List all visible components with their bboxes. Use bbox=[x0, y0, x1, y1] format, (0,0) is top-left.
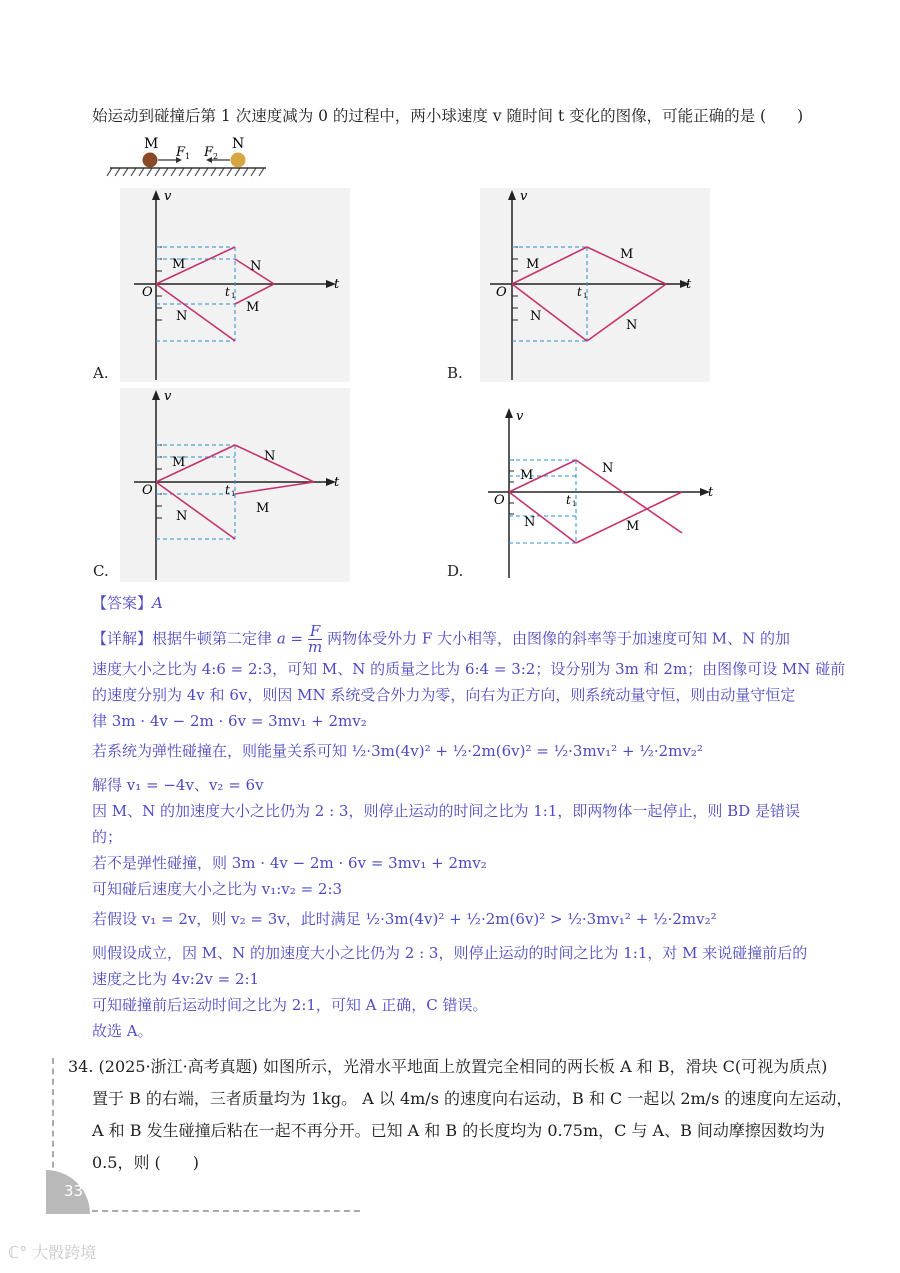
option-b-label: B. bbox=[447, 364, 463, 382]
q34-line-4: 0.5，则 ( ) bbox=[92, 1153, 200, 1172]
label-f2: F bbox=[204, 145, 214, 160]
svg-text:1: 1 bbox=[572, 500, 577, 508]
option-a-label: A. bbox=[93, 364, 109, 382]
graph-a bbox=[120, 188, 350, 382]
answer-value: A bbox=[152, 594, 163, 612]
svg-text:M: M bbox=[246, 300, 260, 315]
svg-text:M: M bbox=[172, 455, 186, 470]
svg-text:O: O bbox=[494, 493, 505, 508]
svg-text:N: N bbox=[626, 318, 638, 333]
svg-text:v: v bbox=[516, 409, 524, 424]
svg-text:M: M bbox=[620, 247, 634, 262]
svg-text:N: N bbox=[602, 461, 614, 476]
explanation-line-8: 的； bbox=[92, 828, 123, 846]
explanation-line-7: 因 M、N 的加速度大小之比仍为 2 : 3，则停止运动的时间之比为 1:1，即两物体一起停止，则 BD 是错误 bbox=[92, 802, 800, 820]
q34-line-2: 置于 B 的右端，三者质量均为 1kg。 A 以 4m/s 的速度向右运动，B 和 C 一起以 2m/s 的速度向左运动， bbox=[92, 1089, 853, 1108]
svg-text:O: O bbox=[142, 285, 153, 300]
svg-text:t: t bbox=[577, 285, 582, 299]
ball-n bbox=[231, 153, 246, 168]
explanation-line-6: 解得 v₁ = −4v、v₂ = 6v bbox=[92, 776, 264, 794]
svg-text:N: N bbox=[530, 309, 542, 324]
answer-line bbox=[92, 592, 163, 613]
explanation-line-4: 律 3m · 4v − 2m · 6v = 3mv₁ + 2mv₂ bbox=[92, 712, 367, 730]
page-dashed-border-vertical bbox=[52, 1058, 54, 1178]
answer-label: 【答案】 bbox=[92, 594, 153, 612]
svg-text:t: t bbox=[708, 485, 714, 500]
explanation-line-15: 故选 A。 bbox=[92, 1022, 153, 1040]
svg-text:v: v bbox=[164, 389, 172, 404]
label-m: M bbox=[144, 136, 159, 152]
label-f1-sub: 1 bbox=[185, 152, 191, 161]
explanation-line-13: 速度之比为 4v:2v = 2:1 bbox=[92, 970, 260, 988]
svg-text:t: t bbox=[225, 285, 230, 299]
explanation-line-10: 可知碰后速度大小之比为 v₁:v₂ = 2:3 bbox=[92, 880, 343, 898]
explanation-line-14: 可知碰撞前后运动时间之比为 2:1，可知 A 正确，C 错误。 bbox=[92, 996, 488, 1014]
explanation-line-1: 【详解】根据牛顿第二定律 a = $\frac{F}{m}$ 两物体受外力 F 大小相等，由图像的斜率等于加速度可知 M、N 的加 bbox=[92, 622, 791, 656]
svg-text:N: N bbox=[176, 309, 188, 324]
label-f1: F bbox=[176, 145, 186, 160]
watermark: ℂ° 大骰跨境 bbox=[8, 1243, 97, 1262]
svg-text:M: M bbox=[256, 501, 270, 516]
svg-text:N: N bbox=[264, 449, 276, 464]
svg-text:M: M bbox=[520, 468, 534, 483]
label-f2-sub: 2 bbox=[213, 152, 219, 161]
svg-text:M: M bbox=[526, 257, 540, 272]
svg-text:1: 1 bbox=[583, 292, 588, 300]
page-dashed-border-horizontal bbox=[92, 1210, 360, 1212]
explanation-line-2: 速度大小之比为 4:6 = 2:3，可知 M、N 的质量之比为 6:4 = 3:2；设分别为 3m 和 2m；由图像可设 MN 碰前 bbox=[92, 660, 846, 678]
graph-b bbox=[480, 188, 710, 382]
explanation-label: 【详解】 bbox=[92, 629, 153, 648]
explanation-line-3: 的速度分别为 4v 和 6v，则因 MN 系统受合外力为零，向右为正方向，则系统动量守恒，则由动量守恒定 bbox=[92, 686, 796, 704]
explanation-line-9: 若不是弹性碰撞，则 3m · 4v − 2m · 6v = 3mv₁ + 2mv₂ bbox=[92, 854, 487, 872]
option-c-label: C. bbox=[93, 562, 109, 580]
svg-text:M: M bbox=[626, 519, 640, 534]
svg-text:O: O bbox=[496, 285, 507, 300]
svg-text:N: N bbox=[176, 509, 188, 524]
graph-d bbox=[484, 406, 720, 580]
svg-text:N: N bbox=[250, 259, 262, 274]
svg-text:1: 1 bbox=[231, 292, 236, 300]
svg-text:t: t bbox=[334, 475, 340, 490]
explanation-line-12: 则假设成立，因 M、N 的加速度大小之比仍为 2 : 3，则停止运动的时间之比为 1:1，对 M 来说碰撞前后的 bbox=[92, 944, 808, 962]
q34-line-3: A 和 B 发生碰撞后粘在一起不再分开。已知 A 和 B 的长度均为 0.75m，C 与 A、B 间动摩擦因数均为 bbox=[92, 1121, 825, 1140]
page-number-badge bbox=[46, 1170, 90, 1214]
ball-m bbox=[143, 153, 158, 168]
svg-text:1: 1 bbox=[231, 490, 236, 498]
svg-text:N: N bbox=[524, 515, 536, 530]
svg-text:v: v bbox=[520, 189, 528, 204]
svg-text:M: M bbox=[172, 257, 186, 272]
graph-c bbox=[120, 388, 350, 582]
fraction-f-m: $\frac{F}{m}$ bbox=[307, 622, 323, 656]
svg-text:v: v bbox=[164, 189, 172, 204]
svg-text:t: t bbox=[566, 493, 571, 507]
question-intro: 始运动到碰撞后第 1 次速度减为 0 的过程中，两小球速度 v 随时间 t 变化的图像，可能正确的是 ( ) bbox=[92, 107, 804, 125]
svg-text:t: t bbox=[686, 277, 692, 292]
svg-text:t: t bbox=[334, 277, 340, 292]
option-d-label: D. bbox=[447, 562, 464, 580]
ground-hatch bbox=[107, 168, 264, 176]
setup-diagram bbox=[104, 136, 274, 178]
svg-text:O: O bbox=[142, 483, 153, 498]
svg-text:t: t bbox=[225, 483, 230, 497]
page-number: 33 bbox=[64, 1182, 84, 1200]
label-n: N bbox=[232, 136, 245, 152]
explanation-line-11: 若假设 v₁ = 2v，则 v₂ = 3v，此时满足 ½·3m(4v)² + ½·2m(6v)² > ½·3mv₁² + ½·2mv₂² bbox=[92, 910, 717, 928]
q34-line-1: 34. (2025·浙江·高考真题) 如图所示，光滑水平地面上放置完全相同的两长板 A 和 B，滑块 C(可视为质点) bbox=[68, 1057, 828, 1076]
explanation-line-5: 若系统为弹性碰撞在，则能量关系可知 ½·3m(4v)² + ½·2m(6v)² = ½·3mv₁² + ½·2mv₂² bbox=[92, 742, 703, 760]
